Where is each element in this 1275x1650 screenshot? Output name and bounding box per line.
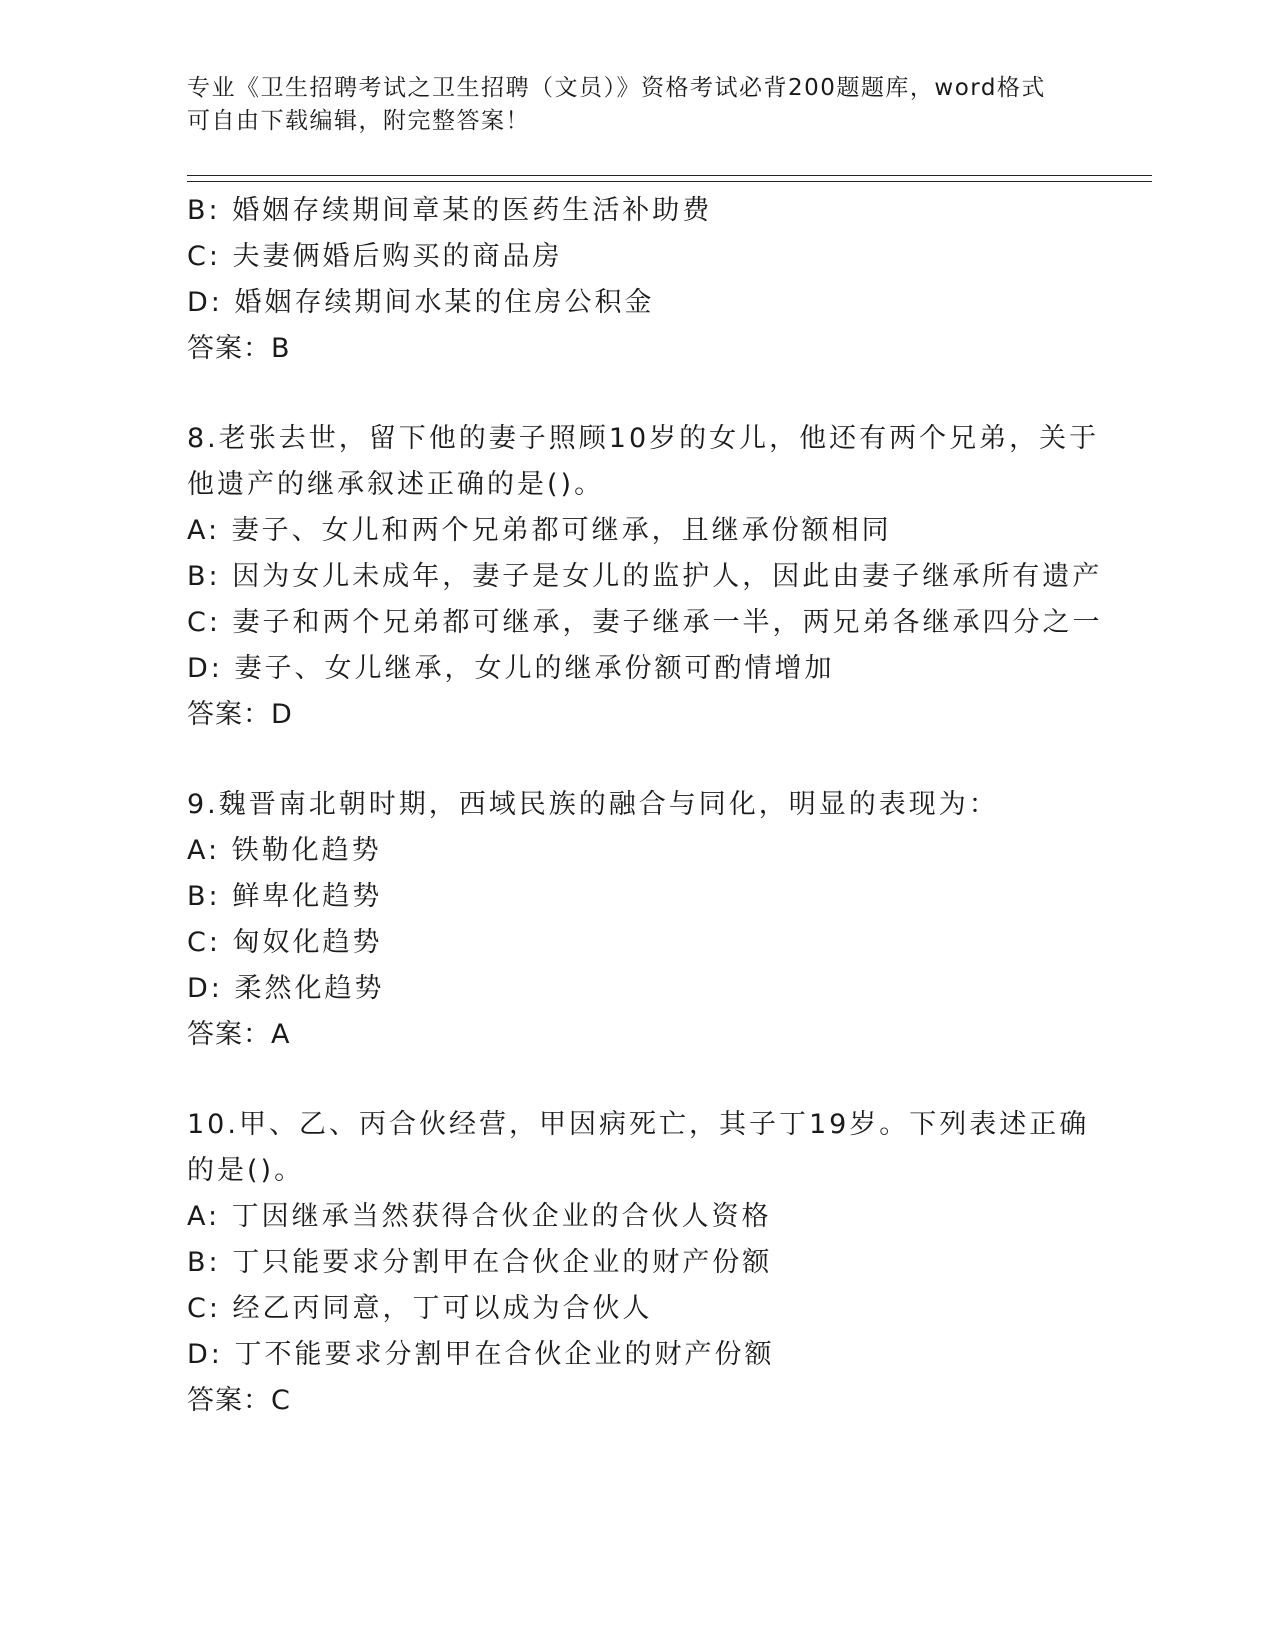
option-a: A: 妻子、女儿和两个兄弟都可继承，且继承份额相同 [187, 515, 892, 546]
header-title-line1: 专业《卫生招聘考试之卫生招聘（文员）》资格考试必背200题题库，word格式 [187, 75, 1046, 101]
question-stem-cont: 的是()。 [187, 1155, 305, 1186]
question-stem: 8.老张去世，留下他的妻子照顾10岁的女儿，他还有两个兄弟，关于 [187, 423, 1100, 454]
option-a: A: 丁因继承当然获得合伙企业的合伙人资格 [187, 1201, 772, 1232]
question-list [187, 188, 1103, 1424]
question-7-tail [187, 188, 1087, 372]
header-divider-top [187, 175, 1152, 176]
answer: 答案：D [187, 699, 293, 730]
document-header [187, 72, 1067, 138]
header-divider-bottom [187, 181, 1152, 182]
answer: 答案：C [187, 1385, 291, 1416]
option-b: B: 因为女儿未成年，妻子是女儿的监护人，因此由妻子继承所有遗产 [187, 561, 1103, 592]
question-10 [187, 1102, 1090, 1424]
option-c: C: 匈奴化趋势 [187, 927, 383, 958]
option-b: B: 丁只能要求分割甲在合伙企业的财产份额 [187, 1247, 773, 1278]
question-stem-cont: 他遗产的继承叙述正确的是()。 [187, 469, 605, 500]
option-b: B: 婚姻存续期间章某的医药生活补助费 [187, 195, 713, 226]
header-title-line2: 可自由下载编辑，附完整答案！ [187, 108, 530, 134]
question-stem: 10.甲、乙、丙合伙经营，甲因病死亡，其子丁19岁。下列表述正确 [187, 1109, 1090, 1140]
question-9 [187, 782, 1087, 1058]
question-stem: 9.魏晋南北朝时期，西域民族的融合与同化，明显的表现为： [187, 789, 999, 820]
option-d: D: 丁不能要求分割甲在合伙企业的财产份额 [187, 1339, 775, 1370]
option-c: C: 妻子和两个兄弟都可继承，妻子继承一半，两兄弟各继承四分之一 [187, 607, 1103, 638]
option-c: C: 经乙丙同意，丁可以成为合伙人 [187, 1293, 653, 1324]
answer: 答案：A [187, 1019, 291, 1050]
question-8 [187, 416, 1103, 738]
answer: 答案：B [187, 333, 291, 364]
option-c: C: 夫妻俩婚后购买的商品房 [187, 241, 563, 272]
option-a: A: 铁勒化趋势 [187, 835, 382, 866]
option-b: B: 鲜卑化趋势 [187, 881, 383, 912]
option-d: D: 柔然化趋势 [187, 973, 385, 1004]
option-d: D: 婚姻存续期间水某的住房公积金 [187, 287, 655, 318]
option-d: D: 妻子、女儿继承，女儿的继承份额可酌情增加 [187, 653, 835, 684]
